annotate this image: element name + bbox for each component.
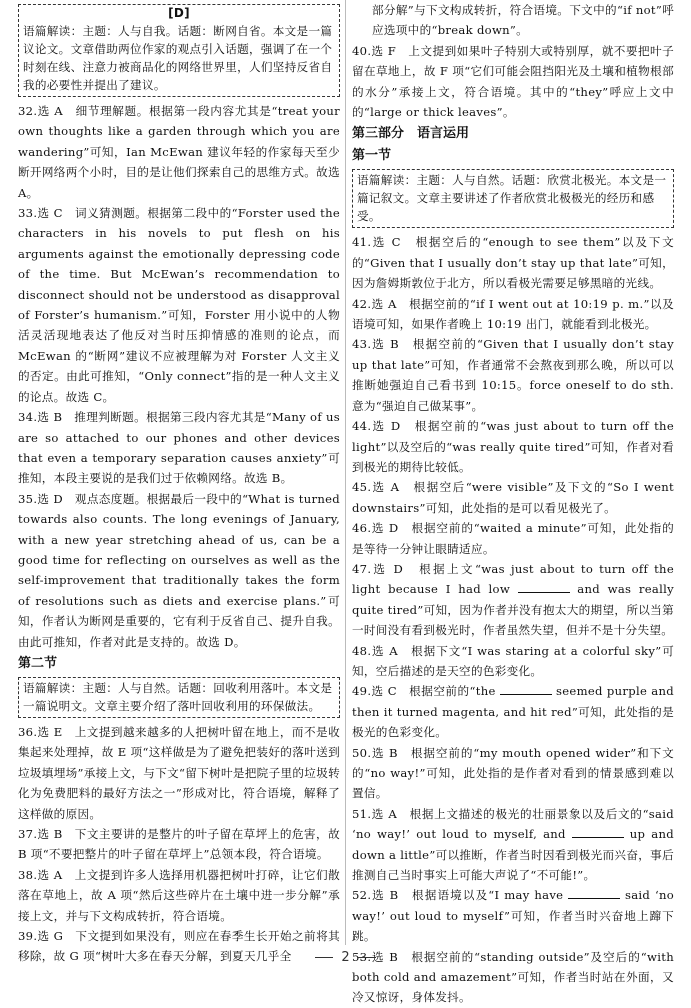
answer-text: 选 B 根据空前的“Given that I usually don’t stay up that late”可知，作者通常不会熬夜到那么晚，所以可以推断她强迫自己看书到 10:15。force oneself to do sth.意为“强迫自己做某事”。	[352, 337, 674, 413]
answer-item	[18, 101, 340, 203]
answer-number: 41.	[352, 235, 372, 250]
answer-number: 49.	[352, 684, 372, 699]
answer-text: 选 F 上文提到如果叶子特别大或特别厚，就不要把叶子留在草地上，故 F 项“它们可能会阻挡阳光及土壤和植物根部的水分”承接上文，符合语境。其中的“they”呼应上文中的“large or thick leaves”。	[352, 43, 674, 120]
answer-text: 选 A 根据上文描述的极光的壮丽景象以及后文的“said ‘no way!’ out loud to myself, and	[352, 806, 674, 842]
passage-tag: [D]	[168, 6, 190, 20]
answer-item	[18, 865, 340, 926]
answer-text: 选 E 上文提到越来越多的人把树叶留在地上，而不是收集起来处理掉，故 E 项“这样做是为了避免把装好的落叶送到垃圾填埋场”承接上文，与下文“留下树叶是把院子里的垃圾转化为免费肥料的最好方法之一”形成对比，符合语境，解释了这样做的原因。	[18, 724, 340, 821]
answer-number: 46.	[352, 521, 372, 536]
blank-line	[568, 887, 620, 899]
answer-number: 47.	[352, 561, 372, 576]
page-footer	[0, 950, 691, 965]
answer-text: 选 B 推理判断题。根据第三段内容尤其是“Many of us are so attached to our phones and other devices that even a temporary separation causes anxiety”可推知，本段主要说的是我们过于依赖网络。故选 B。	[18, 410, 340, 486]
answer-text-after-blank: said ‘no way!’ out loud to myself”可知，作者当时兴奋地上蹿下跳。	[352, 888, 674, 944]
part-heading: 第三部分 语言运用	[352, 126, 470, 142]
answer-text: 选 A 根据空后“were visible”及下文的“So I went downstairs”可知，此处指的是可以看见极光了。	[352, 480, 674, 515]
answer-text: 选 A 根据空前的“if I went out at 10:19 p. m.”以及语境可知，如果作者晚上 10:19 出门，就能看到北极光。	[352, 296, 674, 332]
answer-number: 43.	[352, 337, 372, 352]
answer-text: 选 A 细节理解题。根据第一段内容尤其是“treat your own thoughts like a garden through which you are wandering”可知，Ian McEwan 建议年轻的作家每天至少断开网络两个小时，目的是让他们探索自己的思维方式。故选 A。	[18, 104, 340, 200]
left-column	[18, 0, 340, 967]
blank-line	[572, 826, 624, 838]
answer-text: 选 C 根据空后的“enough to see them”以及下文的“Given that I usually don’t stay up that late”可知，因为詹姆斯敦位于北方，所以看极光需要足够黑暗的光线。	[352, 235, 674, 291]
answer-number: 33.	[18, 206, 38, 221]
answer-number: 34.	[18, 410, 38, 425]
section-heading-1: 第一节	[352, 148, 392, 164]
answer-item	[352, 804, 674, 886]
answer-text: 选 D 根据上文“was just about to turn off the light because I had low	[352, 561, 674, 597]
section-heading-2: 第二节	[18, 655, 58, 671]
answer-list-3	[352, 232, 674, 1007]
answer-item	[18, 722, 340, 824]
answer-list-40	[352, 41, 674, 123]
answer-item	[352, 681, 674, 742]
answer-item	[18, 407, 340, 489]
answer-text: 选 C 根据空前的“the	[371, 684, 500, 699]
answer-item	[18, 203, 340, 407]
answer-text: 选 D 根据空前的“was just about to turn off the light”以及空后的“was really quite tired”可知，作者对看到极光的期待比较低。	[352, 419, 674, 474]
intro-box	[18, 4, 340, 97]
section1-box	[352, 169, 674, 228]
answer-number: 40.	[352, 43, 372, 58]
answer-item	[352, 416, 674, 477]
answer-number: 50.	[352, 745, 372, 760]
answer-number: 45.	[352, 480, 372, 495]
intro-box-text: 语篇解读：主题：人与自我。话题：断网自省。本文是一篇议论文。文章借助两位作家的观点引入话题，强调了在一个时刻在线、注意力被商品化的网络世界里，人们坚持反省自我的必要性并提出了建议。	[23, 24, 333, 92]
answer-number: 39.	[18, 929, 38, 944]
answer-item	[352, 477, 674, 518]
section1-box-text: 语篇解读：主题：人与自然。话题：欣赏北极光。本文是一篇记叙文。文章主要讲述了作者欣赏北极极光的经历和感受。	[357, 173, 667, 224]
answer-item	[18, 824, 340, 865]
answer-item	[352, 559, 674, 641]
answer-text: 选 G 下文提到如果没有，则应在春季生长开始之前将其移除，故 G 项“树叶大多在春天分解，到夏天几乎全	[18, 929, 340, 964]
answer-number: 53.	[352, 949, 372, 964]
page-number: 2	[341, 950, 350, 965]
answer-number: 44.	[352, 419, 372, 434]
answer-list-1	[18, 101, 340, 652]
answer-item	[352, 518, 674, 559]
answer-item	[18, 489, 340, 652]
blank-line	[518, 581, 570, 593]
answer-text-after-blank: and was really quite tired”可知，因为作者并没有抱太大的期望，所以当第一时间没有看到极光时，作者虽然失望，但并不是十分失望。	[352, 582, 674, 638]
passage-tag-label: D	[173, 6, 185, 20]
answer-text: 选 C 词义猜测题。根据第二段中的“Forster used the characters in his novels to put flesh on his arguments against the emotionally depressing code of the time. But McEwan’s recommendation to disconnect should not be understood as disapproval of Forster’s humanism.”可知，Forster 用小说中的人物活灵活现地表达了他反对当时压抑情感的准则的论点，而 McEwan 的“断网”建议不应被理解为对 Forster 人文主义的否定。由此可推知，“Only connect”指的是一种人文主义的论点。故选 C。	[18, 206, 340, 404]
answer-text: 选 B 根据空前的“standing outside”及空后的“with both cold and amazement”可知，作者当时站在外面，又冷又惊讶，身体发抖。	[352, 949, 674, 1005]
answer-item	[352, 885, 674, 946]
answer-number: 52.	[352, 888, 372, 903]
answer-item	[352, 294, 674, 335]
answer-item	[352, 41, 674, 123]
answer-text: 选 D 观点态度题。根据最后一段中的“What is turned towards also counts. The long evenings of January, with a new year stretching ahead of us, can be a good time for reflecting on ourselves as well as the self-improvement that traditionally takes the form of resolutions such as diets and exercise plans.”可知，作者认为断网是重要的，它有利于反省自己、提升自我。由此可推知，作者对此是支持的。故选 D。	[18, 491, 340, 649]
answer-text: 选 B 根据语境以及“I may have	[371, 888, 569, 903]
answer-text: 选 B 下文主要讲的是整片的叶子留在草坪上的危害，故 B 项“不要把整片的叶子留在草坪上”总领本段，符合语境。	[18, 827, 340, 862]
answer-number: 37.	[18, 827, 38, 841]
answer-number: 42.	[352, 296, 372, 311]
answer-text: 选 A 上文提到许多人选择用机器把树叶打碎，让它们散落在草地上，故 A 项“然后这些碎片在土壤中进一步分解”承接上文，并与下文构成转折，符合语境。	[18, 867, 340, 923]
section2-box-text: 语篇解读：主题：人与自然。话题：回收利用落叶。本文是一篇说明文。文章主要介绍了落叶回收利用的环保做法。	[23, 680, 333, 713]
answer-text: 选 D 根据空前的“waited a minute”可知，此处指的是等待一分钟让眼睛适应。	[352, 521, 674, 556]
answer-item	[352, 641, 674, 682]
answer-text: 选 A 根据下文“I was staring at a colorful sky”可知，空后描述的是天空的色彩变化。	[352, 643, 674, 678]
answer-text-after-blank: up and down a little”可以推断，作者当时因看到极光而兴奋，事后推测自己当时事实上可能大声说了“不可能!”。	[352, 827, 674, 883]
answer-text: 选 B 根据空前的“my mouth opened wider”和下文的“no way!”可知，此处指的是作者对看到的情景感到难以置信。	[352, 745, 674, 801]
answer-text-after-blank: seemed purple and then it turned magenta, and hit red”可知，此处指的是极光的色彩变化。	[352, 684, 674, 740]
right-column	[352, 0, 674, 1008]
continued-text: 部分解”与下文构成转折，符合语境。下文中的“if not”呼应选项中的“break down”。	[372, 3, 674, 38]
answer-item	[352, 743, 674, 804]
section2-box	[18, 677, 340, 718]
blank-line	[500, 683, 552, 695]
answer-number: 51.	[352, 806, 372, 821]
answer-number: 36.	[18, 724, 38, 739]
answer-list-2	[18, 722, 340, 967]
answer-number: 32.	[18, 104, 38, 118]
answer-item	[352, 334, 674, 416]
column-divider	[345, 0, 346, 945]
answer-number: 48.	[352, 643, 372, 658]
answer-item	[352, 232, 674, 293]
answer-number: 35.	[18, 491, 38, 506]
answer-number: 38.	[18, 867, 38, 882]
